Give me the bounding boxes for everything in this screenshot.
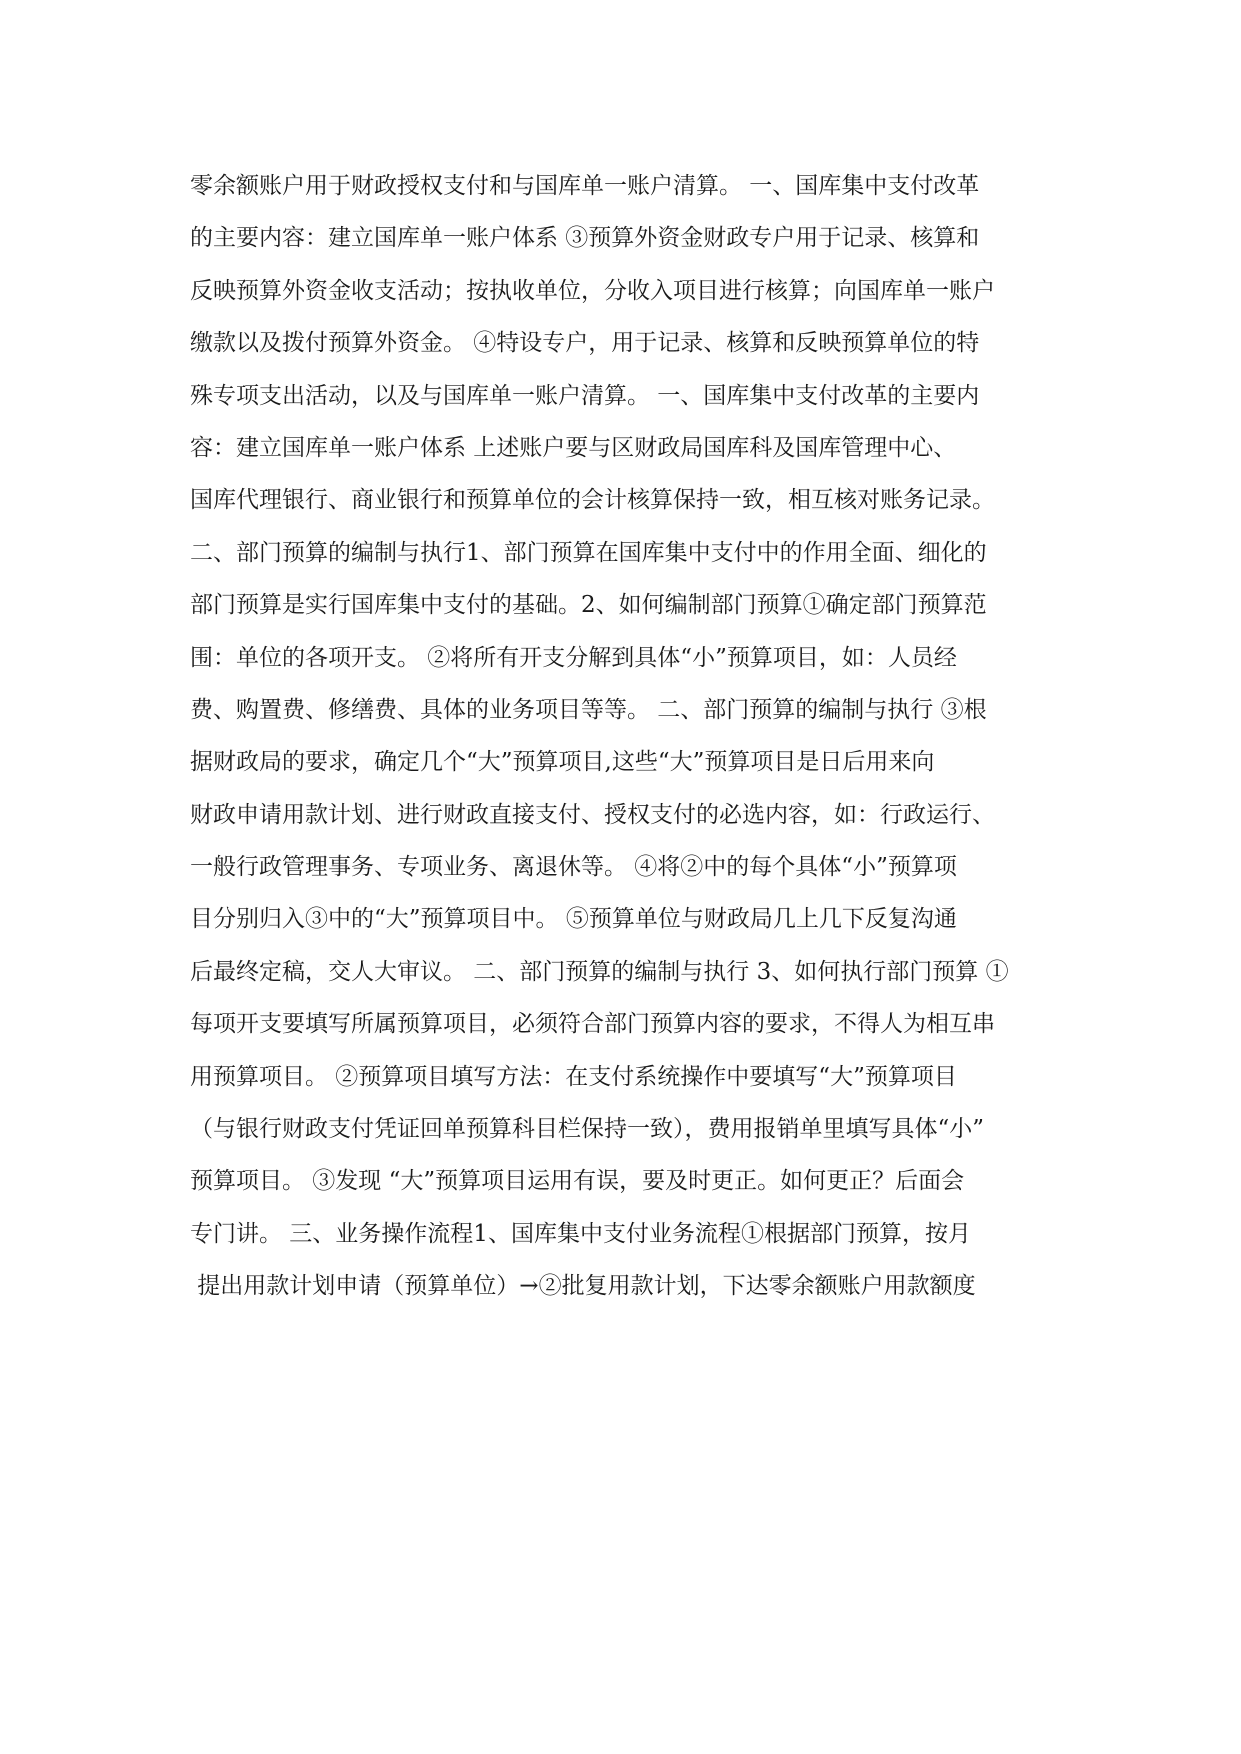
text-line: 一般行政管理事务、专项业务、离退休等。 ④将②中的每个具体“小”预算项	[190, 854, 957, 881]
text-line: 的主要内容：建立国库单一账户体系 ③预算外资金财政专户用于记录、核算和	[190, 225, 980, 252]
text-line: 费、购置费、修缮费、具体的业务项目等等。 二、部门预算的编制与执行 ③根	[190, 696, 987, 723]
text-line: 提出用款计划申请（预算单位）→②批复用款计划，下达零余额账户用款额度	[190, 1273, 976, 1300]
text-line: 容：建立国库单一账户体系 上述账户要与区财政局国库科及国库管理中心、	[190, 434, 957, 461]
text-line: 后最终定稿，交人大审议。 二、部门预算的编制与执行 3、如何执行部门预算 ①	[190, 958, 1009, 985]
text-line: 目分别归入③中的“大”预算项目中。 ⑤预算单位与财政局几上几下反复沟通	[190, 906, 957, 933]
text-line: 财政申请用款计划、进行财政直接支付、授权支付的必选内容，如：行政运行、	[190, 801, 995, 828]
text-line: 围：单位的各项开支。 ②将所有开支分解到具体“小”预算项目，如：人员经	[190, 644, 957, 671]
text-line: 据财政局的要求，确定几个“大”预算项目,这些“大”预算项目是日后用来向	[190, 749, 935, 776]
text-line: 二、部门预算的编制与执行1、部门预算在国库集中支付中的作用全面、细化的	[190, 539, 987, 566]
text-line: 部门预算是实行国库集中支付的基础。2、如何编制部门预算①确定部门预算范	[190, 592, 987, 619]
text-line: 殊专项支出活动，以及与国库单一账户清算。 一、国库集中支付改革的主要内	[190, 382, 980, 409]
text-line: 专门讲。 三、业务操作流程1、国库集中支付业务流程①根据部门预算，按月	[190, 1220, 971, 1247]
text-line: 缴款以及拨付预算外资金。 ④特设专户，用于记录、核算和反映预算单位的特	[190, 330, 980, 357]
text-line: 用预算项目。 ②预算项目填写方法：在支付系统操作中要填写“大”预算项目	[190, 1063, 957, 1090]
text-line: 预算项目。 ③发现 “大”预算项目运用有误，要及时更正。如何更正？后面会	[190, 1168, 965, 1195]
text-line: 零余额账户用于财政授权支付和与国库单一账户清算。 一、国库集中支付改革	[190, 173, 980, 199]
text-line: （与银行财政支付凭证回单预算科目栏保持一致），费用报销单里填写具体“小”	[190, 1116, 985, 1143]
text-line: 每项开支要填写所属预算项目，必须符合部门预算内容的要求，不得人为相互串	[190, 1011, 995, 1038]
body-text	[190, 160, 1070, 1313]
text-line: 反映预算外资金收支活动；按执收单位，分收入项目进行核算；向国库单一账户	[190, 277, 995, 304]
text-line: 国库代理银行、商业银行和预算单位的会计核算保持一致，相互核对账务记录。	[190, 487, 995, 514]
